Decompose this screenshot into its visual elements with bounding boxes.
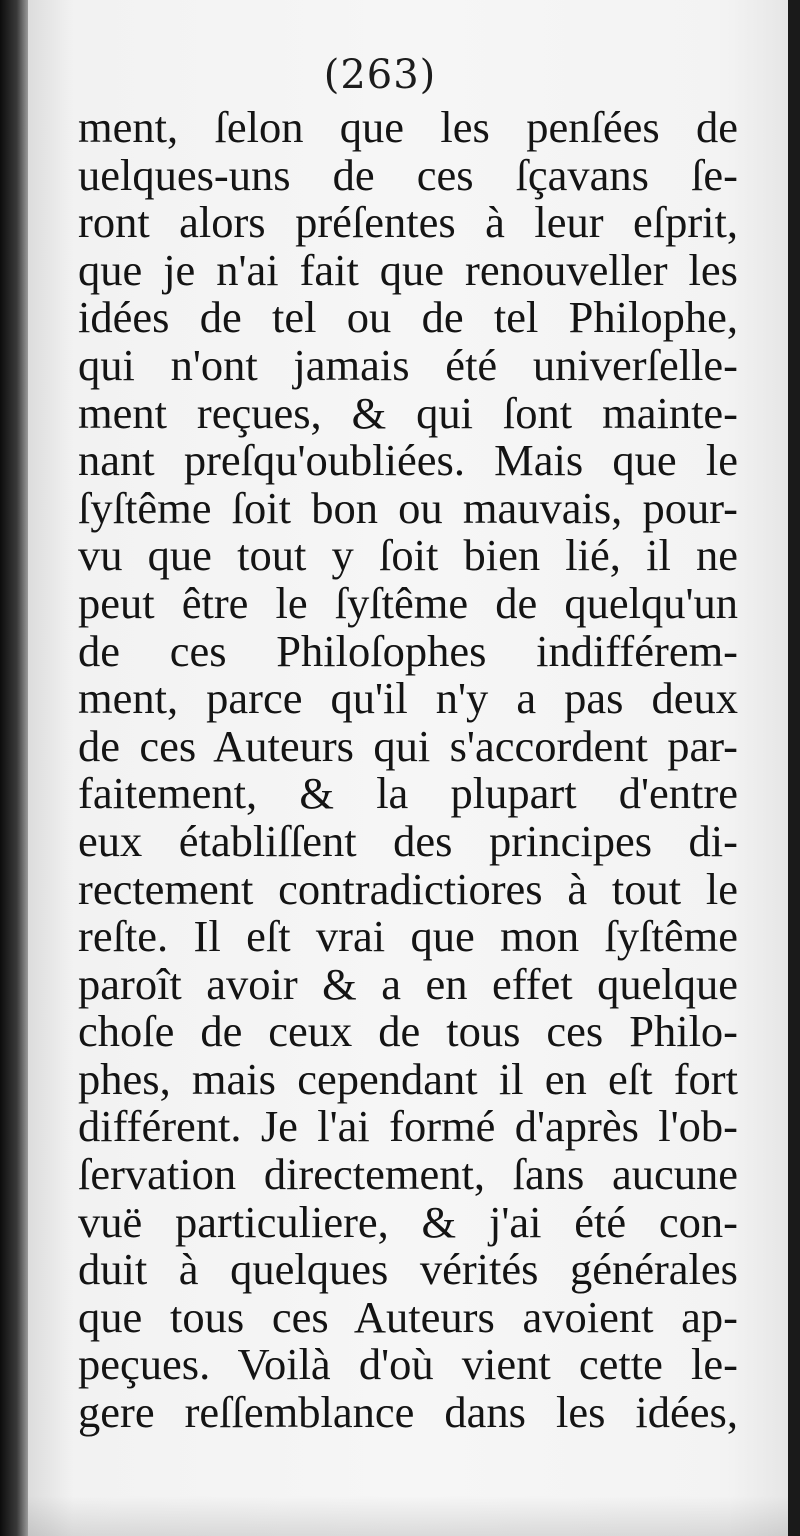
text-line: ment reçues, & qui ſont mainte- (78, 387, 738, 438)
text-line: uelques-uns de ces ſçavans ſe- (78, 149, 738, 200)
text-line: faitement, & la plupart d'entre (78, 768, 738, 819)
text-line: ment, ſelon que les penſées de (78, 102, 738, 152)
text-line: vu que tout y ſoit bien lié, il ne (78, 530, 738, 581)
text-line: nant preſqu'oubliées. Mais que le (78, 435, 738, 486)
text-line: choſe de ceux de tous ces Philo- (78, 1006, 738, 1057)
text-line: différent. Je l'ai formé d'après l'ob- (78, 1101, 738, 1152)
text-line: peçues. Voilà d'où vient cette le- (78, 1339, 738, 1390)
text-line: rectement contradictiores à tout le (78, 863, 738, 914)
text-line: ront alors préſentes à leur eſprit, (78, 197, 738, 248)
text-line: eux établiſſent des principes di- (78, 815, 738, 866)
text-line: que tous ces Auteurs avoient ap- (78, 1291, 738, 1342)
page-bottom-edge (28, 1496, 788, 1536)
text-line: peut être le ſyſtême de quelqu'un (78, 577, 738, 628)
text-line: de ces Philoſophes indifférem- (78, 625, 738, 676)
page-number: (263) (323, 52, 437, 98)
text-line: phes, mais cependant il en eſt fort (78, 1053, 738, 1104)
text-line: ſervation directement, ſans aucune (78, 1149, 738, 1200)
text-line: paroît avoir & a en effet quelque (78, 958, 738, 1009)
text-line: gere reſſemblance dans les idées, (78, 1387, 738, 1438)
text-line: vuë particuliere, & j'ai été con- (78, 1196, 738, 1247)
book-gutter-shadow (0, 0, 28, 1536)
text-line: duit à quelques vérités générales (78, 1244, 738, 1295)
text-line: de ces Auteurs qui s'accordent par- (78, 720, 738, 771)
body-text (78, 104, 738, 1437)
text-line: idées de tel ou de tel Philophe, (78, 292, 738, 343)
text-line: qui n'ont jamais été univerſelle- (78, 339, 738, 390)
text-line: reſte. Il eſt vrai que mon ſyſtême (78, 911, 738, 962)
text-line: que je n'ai fait que renouveller les (78, 244, 738, 295)
text-line: ſyſtême ſoit bon ou mauvais, pour- (78, 482, 738, 533)
book-page (28, 0, 788, 1536)
text-line: ment, parce qu'il n'y a pas deux (78, 673, 738, 724)
